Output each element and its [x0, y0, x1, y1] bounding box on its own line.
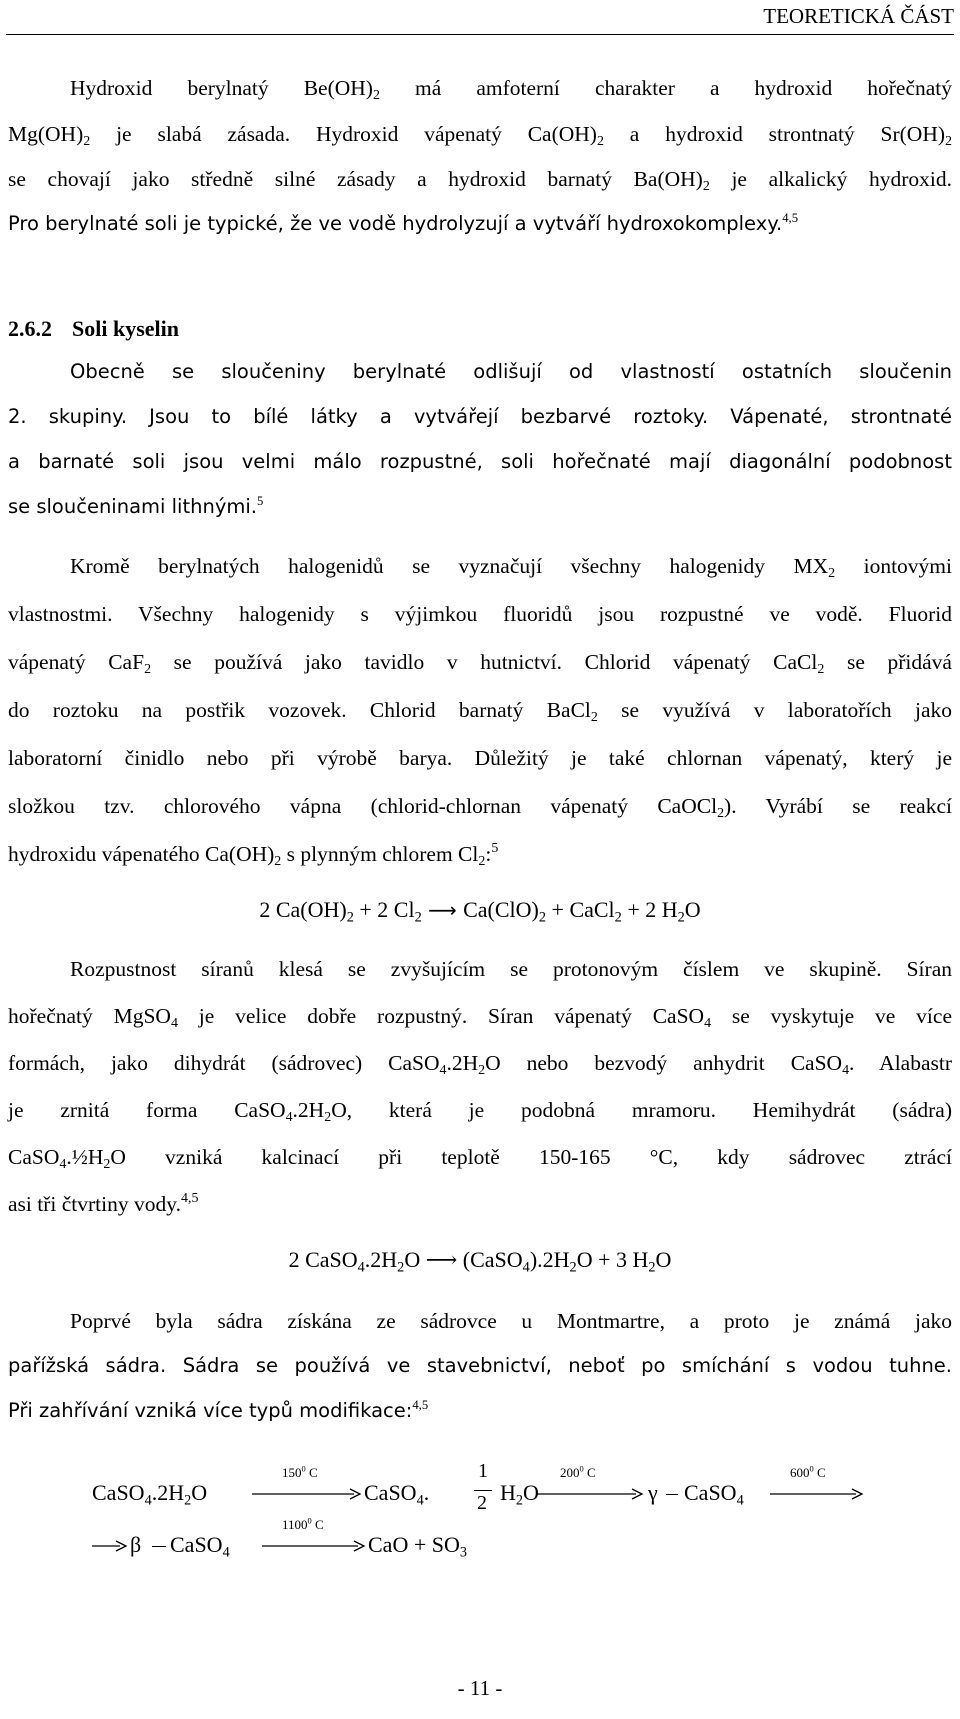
para3-line1: Kromě berylnatých halogenidů se vyznačují všechny halogenidy $MX_2$ iontovými	[70, 554, 952, 582]
arrow-continue-icon	[92, 1539, 128, 1553]
arrow-600-icon	[770, 1487, 864, 1501]
scheme-row1-caso4: CaSO$_4$.	[364, 1480, 430, 1509]
para4-line2: hořečnatý MgSO$_4$ je velice dobře rozpustný. Síran vápenatý CaSO$_4$ se vyskytuje ve více	[8, 1004, 952, 1032]
para3-line4: do roztoku na postřik vozovek. Chlorid barnatý BaCl$_2$ se využívá v laboratořích jako	[8, 698, 952, 726]
scheme-gamma: γ	[648, 1480, 658, 1505]
para2-line2: 2. skupiny. Jsou to bílé látky a vytvářejí bezbarvé roztoky. Vápenaté, strontnaté	[8, 405, 952, 428]
fraction-bar	[474, 1490, 492, 1491]
para5-line1: Poprvé byla sádra získána ze sádrovce u Montmartre, a proto je známá jako	[70, 1309, 952, 1333]
para1-line4: Pro berylnaté soli je typické, že ve vodě hydrolyzují a vytváří hydroxokomplexy.$^{4,5}$	[8, 210, 799, 235]
para2-line4: se sloučeninami lithnými.$^5$	[8, 493, 264, 518]
arrow-200-icon	[536, 1487, 644, 1501]
scheme-gamma-caso4: CaSO$_4$	[684, 1480, 744, 1509]
para5-line3: Při zahřívání vzniká více typů modifikace:$^{4,5}$	[8, 1397, 429, 1422]
scheme-beta: β	[130, 1532, 142, 1557]
para1-line1: Hydroxid berylnatý $Be(OH)_2$ má amfoterní charakter a hydroxid hořečnatý	[70, 76, 952, 104]
scheme-row1-start: $CaSO_4.2H_2O$	[92, 1480, 208, 1509]
temp-label-1100: 1100$^0$ C	[282, 1515, 324, 1532]
page-header	[6, 0, 954, 35]
scheme-beta-caso4: CaSO$_4$	[170, 1532, 230, 1561]
temp-label-200: $200^0$ C	[560, 1463, 596, 1480]
half-denominator: 2	[477, 1492, 487, 1514]
para3-line3: vápenatý CaF$_2$ se používá jako tavidlo v hutnictví. Chlorid vápenatý CaCl$_2$ se přidává	[8, 650, 952, 678]
para4-line5: $CaSO_4.\frac{1}{2}H_2O$ vzniká kalcinací při teplotě 150-165 °C, kdy sádrovec ztrácí	[8, 1145, 952, 1173]
dash	[152, 1546, 166, 1547]
scheme-row1-water: $H_2O$	[500, 1480, 539, 1509]
dash	[666, 1494, 678, 1495]
para3-line5: laboratorní činidlo nebo při výrobě barya. Důležitý je také chlornan vápenatý, který je	[8, 746, 952, 770]
arrow-1100-icon	[262, 1539, 366, 1553]
header-title: TEORETICKÁ ČÁST	[763, 4, 954, 28]
para3-line7: hydroxidu vápenatého $Ca(OH)_2$ s plynným chlorem $Cl_2:^5$	[8, 840, 499, 870]
scheme-products: CaO + $SO_3$	[368, 1532, 468, 1561]
equation-dehydration: 2 $CaSO_4.2H_2O$ ⟶ $(CaSO_4).2H_2O + 3$ $H_2O$	[288, 1247, 672, 1276]
para3-line2: vlastnostmi. Všechny halogenidy s výjimkou fluoridů jsou rozpustné ve vodě. Fluorid	[8, 602, 952, 626]
para1-line2: $Mg(OH)_2$ je slabá zásada. Hydroxid vápenatý $Ca(OH)_2$ a hydroxid strontnatý $Sr(OH)_2$	[8, 122, 952, 150]
para2-line3: a barnaté soli jsou velmi málo rozpustné, soli hořečnaté mají diagonální podobnost	[8, 450, 952, 473]
para2-line1: Obecně se sloučeniny berylnaté odlišují od vlastností ostatních sloučenin	[70, 360, 952, 383]
temp-label-150: $150^0$ C	[282, 1463, 318, 1480]
half-numerator: 1	[478, 1460, 488, 1482]
page-number: - 11 -	[457, 1676, 503, 1700]
para4-line1: Rozpustnost síranů klesá se zvyšujícím se protonovým číslem ve skupině. Síran	[70, 957, 952, 981]
reaction-arrow-icon: ⟶	[421, 898, 464, 922]
para4-line4: je zrnitá forma $CaSO_4.2H_2O$, která je podobná mramoru. Hemihydrát (sádra)	[8, 1098, 952, 1126]
para3-line6: složkou tzv. chlorového vápna (chlorid-chlornan vápenatý CaOCl$_2$). Vyrábí se reakcí	[8, 794, 952, 822]
para4-line3: formách, jako dihydrát (sádrovec) $CaSO_4.2H_2O$ nebo bezvodý anhydrit CaSO$_4$. Alabastr	[8, 1051, 953, 1079]
para4-line6: asi tři čtvrtiny vody.$^{4,5}$	[8, 1190, 199, 1216]
arrow-150-icon	[252, 1487, 362, 1501]
temp-label-600: $600^0$ C	[790, 1463, 826, 1480]
para5-line2: pařížská sádra. Sádra se používá ve stavebnictví, neboť po smíchání s vodou tuhne.	[8, 1354, 952, 1377]
section-heading: 2.6.2 Soli kyselin	[8, 316, 179, 341]
equation-chlorination: 2 $Ca(OH)_2 + 2$ $Cl_2$ ⟶ $Ca(ClO)_2$ + CaCl$_2$ + 2 $H_2O$	[259, 897, 701, 926]
para1-line3: se chovají jako středně silné zásady a hydroxid barnatý $Ba(OH)_2$ je alkalický hydroxid.	[8, 167, 952, 195]
